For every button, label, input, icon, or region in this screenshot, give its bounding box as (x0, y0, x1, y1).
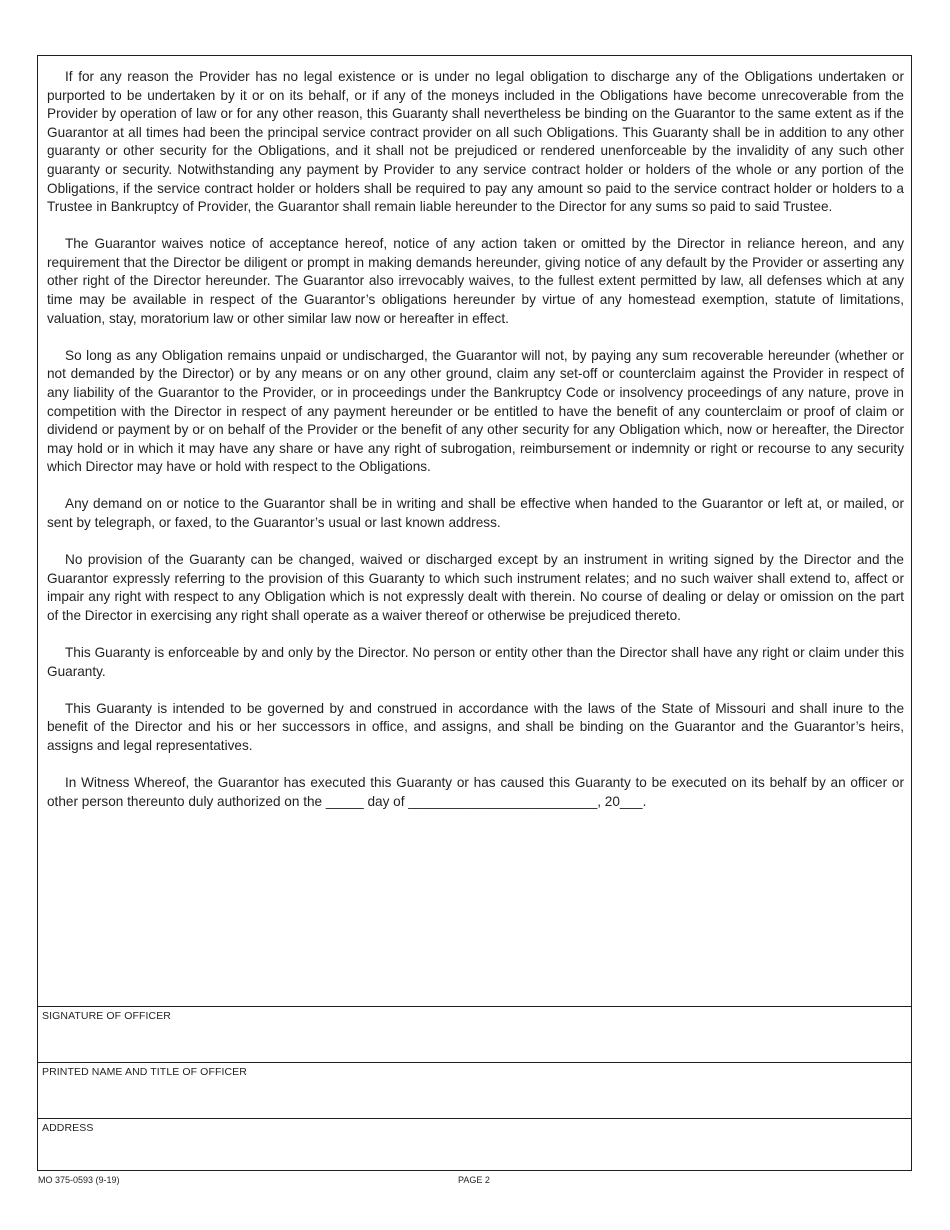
signature-label: SIGNATURE OF OFFICER (42, 1010, 171, 1022)
paragraph-notice: Any demand on or notice to the Guarantor shall be in writing and shall be effective when handed to the Guarantor or left at, or mailed, or sent by telegraph, or faxed, to the Guarantor’s usual or last known address. (47, 496, 904, 530)
paragraph-legal-existence: If for any reason the Provider has no legal existence or is under no legal obligation to discharge any of the Obligations undertaken or purported to be undertaken by it or on its behalf, or if any of the moneys included in the Obligations have become unrecoverable from the Provider by operation of law or for any other reason, this Guaranty shall nevertheless be binding on the Guarantor to the same extent as if the Guarantor at all times had been the principal service contract provider on all such Obligations. This Guaranty shall be in addition to any other guaranty or other security for the Obligations, and it shall not be prejudiced or rendered unenforceable by the invalidity of any such other guaranty or security. Notwithstanding any payment by Provider to any service contract holder or holders of the whole or any portion of the Obligations, if the service contract holder or holders shall be required to pay any amount so paid to the service contract holder or holders to a Trustee in Bankruptcy of Provider, the Guarantor shall remain liable hereunder to the Director for any sums so paid to said Trustee. (47, 69, 904, 215)
form-frame (37, 55, 912, 1171)
paragraph-waiver-of-notice: The Guarantor waives notice of acceptance hereof, notice of any action taken or omitted by the Director in reliance hereon, and any requirement that the Director be diligent or prompt in making demands hereunder, giving notice of any default by the Provider or asserting any other right of the Director hereunder. The Guarantor also irrevocably waives, to the fullest extent permitted by law, all defenses which at any time may be available in respect of the Guarantor’s obligations hereunder by virtue of any homestead exemption, statute of limitations, valuation, stay, moratorium law or other similar law now or hereafter in effect. (47, 236, 904, 326)
paragraph-governing-law: This Guaranty is intended to be governed by and construed in accordance with the laws of the State of Missouri and shall inure to the benefit of the Director and his or her successors in office, and assigns, and shall be binding on the Guarantor and the Guarantor’s heirs, assigns and legal representatives. (47, 700, 904, 753)
paragraph-no-setoff: So long as any Obligation remains unpaid or undischarged, the Guarantor will not, by paying any sum recoverable hereunder (whether or not demanded by the Director) or by any means or on any other ground, claim any set-off or counterclaim against the Provider in respect of any liability of the Guarantor to the Provider, or in proceedings under the Bankruptcy Code or insolvency proceedings of any nature, prove in competition with the Director in respect of any payment hereunder or be entitled to have the benefit of any counterclaim or proof of claim or dividend or payment by or on behalf of the Provider or the benefit of any other security for any Obligation which, now or hereafter, the Director may hold or in which it may have any share or have any right of subrogation, reimbursement or indemnity or right or recourse to any security which Director may have or hold with respect to the Obligations. (47, 347, 904, 475)
paragraph-enforceability: This Guaranty is enforceable by and only by the Director. No person or entity other than the Director shall have any right or claim under this Guaranty. (47, 644, 904, 679)
printed-name-field[interactable] (38, 1062, 911, 1118)
address-field[interactable] (38, 1118, 911, 1174)
paragraph-amendment: No provision of the Guaranty can be changed, waived or discharged except by an instrument in writing signed by the Director and the Guarantor expressly referring to the provision of this Guaranty to which such instrument relates; and no such waiver shall extend to, affect or impair any right with respect to any Obligation which is not expressly dealt with therein. No course of dealing or delay or omission on the part of the Director in exercising any right shall operate as a waiver thereof or otherwise be prejudiced thereto. (47, 552, 904, 623)
signature-field[interactable] (38, 1006, 911, 1062)
paragraph-witness-whereof: In Witness Whereof, the Guarantor has executed this Guaranty or has caused this Guaranty to be executed on its behalf by an officer or other person thereunto duly authorized on the _____ day of _________________________, 20___. (47, 774, 904, 809)
printed-name-label: PRINTED NAME AND TITLE OF OFFICER (42, 1066, 247, 1078)
form-number: MO 375-0593 (9-19) (38, 1175, 120, 1185)
guaranty-body (47, 68, 904, 830)
page-number: PAGE 2 (458, 1175, 490, 1185)
address-label: ADDRESS (42, 1122, 94, 1134)
